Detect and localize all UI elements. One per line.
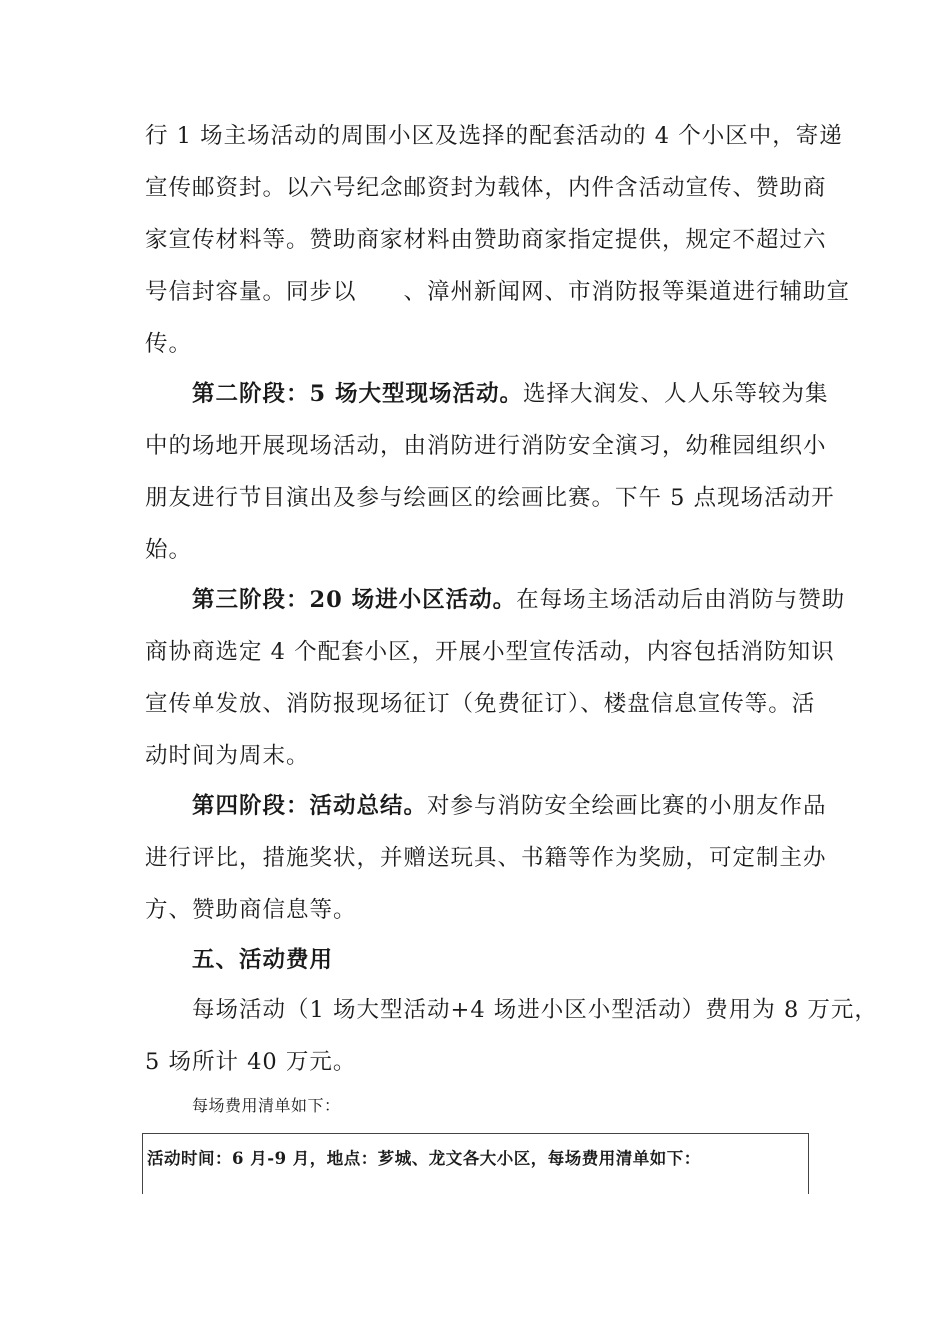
paragraph-line: 方、赞助商信息等。 [145,897,357,923]
stage-3-heading: 第三阶段：20 场进小区活动。 [192,587,517,613]
stage-4-first-line [192,790,827,822]
paragraph-line: 5 场所计 40 万元。 [145,1049,357,1075]
cost-table [142,1133,809,1194]
stage-2-first-line [192,378,829,410]
paragraph-line: 家宣传材料等。赞助商家材料由赞助商家指定提供，规定不超过六 [145,227,827,253]
stage-4-text: 对参与消防安全绘画比赛的小朋友作品 [427,793,827,819]
stage-3-first-line [192,584,845,616]
paragraph-line: 朋友进行节目演出及参与绘画区的绘画比赛。下午 5 点现场活动开 [145,485,835,511]
paragraph-line: 中的场地开展现场活动，由消防进行消防安全演习，幼稚园组织小 [145,433,827,459]
paragraph-line: 宣传单发放、消防报现场征订（免费征订）、楼盘信息宣传等。活 [145,691,816,717]
stage-4-heading: 第四阶段：活动总结。 [192,793,428,819]
paragraph-line: 动时间为周末。 [145,743,310,769]
paragraph-line: 每场活动（1 场大型活动+4 场进小区小型活动）费用为 8 万元， [192,997,878,1023]
paragraph-line: 传。 [145,331,193,357]
stage-2-text: 选择大润发、人人乐等较为集 [523,381,829,407]
section-5-heading: 五、活动费用 [192,947,334,973]
stage-2-heading: 第二阶段：5 场大型现场活动。 [192,381,523,407]
paragraph-line: 商协商选定 4 个配套小区，开展小型宣传活动，内容包括消防知识 [145,639,835,665]
cost-list-note: 每场费用清单如下： [192,1096,341,1115]
cost-table-header: 活动时间：6 月-9 月，地点：芗城、龙文各大小区，每场费用清单如下： [147,1149,701,1168]
paragraph-line: 进行评比，措施奖状，并赠送玩具、书籍等作为奖励，可定制主办 [145,845,827,871]
paragraph-line: 行 1 场主场活动的周围小区及选择的配套活动的 4 个小区中，寄递 [145,123,843,149]
paragraph-line: 号信封容量。同步以 、漳州新闻网、市消防报等渠道进行辅助宣 [145,279,851,305]
paragraph-line: 宣传邮资封。以六号纪念邮资封为载体，内件含活动宣传、赞助商 [145,175,827,201]
paragraph-line: 始。 [145,537,193,563]
stage-3-text: 在每场主场活动后由消防与赞助 [516,587,846,613]
